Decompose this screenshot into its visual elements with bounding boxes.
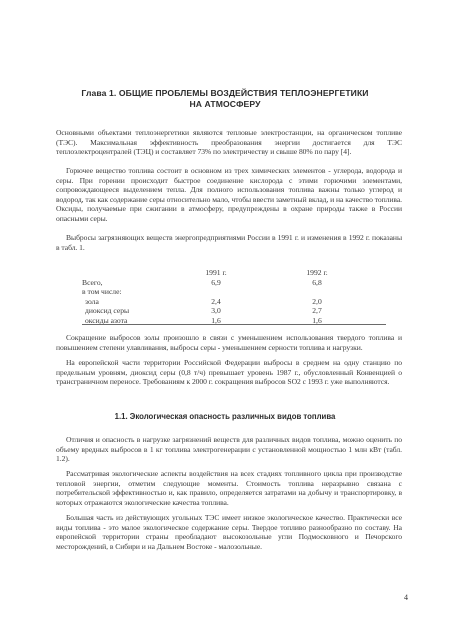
paragraph-1: Основными объектами теплоэнергетики являются тепловые электростанции, на органическом топливе (ТЭС). Максимальная эффективность преобразования энергии достигается для ТЭС теплоэлектроцентралей (ТЭЦ) и составляет 73% по электричеству и свыше 80% по пару [4]. bbox=[56, 128, 402, 157]
table-value-1991: 3,0 bbox=[211, 306, 221, 316]
section-paragraph-2: Рассматривая экологические аспекты воздействия на всех стадиях топливного цикла при производстве тепловой энергии, отметим следующие моменты. Стоимость топлива неразрывно связана с потребительской эффективностью и, как правило, определяется затратами на добычу и транспортировку, в которых отражаются экологические качества топлива. bbox=[56, 469, 402, 507]
chapter-title-line2: НА АТМОСФЕРУ bbox=[189, 99, 261, 109]
table-row bbox=[56, 287, 402, 297]
table-year-1991: 1991 г. bbox=[205, 268, 227, 277]
table-row bbox=[56, 297, 402, 307]
chapter-title bbox=[0, 88, 450, 110]
table-row-label: Всего, bbox=[82, 277, 103, 287]
paragraph-3: Выбросы загрязняющих веществ энергопредприятиями России в 1991 г. и изменения в 1992 г. показаны в табл. 1. bbox=[56, 233, 402, 252]
table-row-label: диоксид серы bbox=[85, 306, 130, 316]
emissions-table bbox=[56, 268, 402, 326]
table-row-label: в том числе: bbox=[82, 287, 122, 297]
table-row bbox=[56, 306, 402, 316]
paragraph-after-table-2: На европейской части территории Российской Федерации выбросы в среднем на одну станцию по предельным уровням, диоксид серы (0,8 т/ч) превышает уровень 1987 г., обусловленный Конвенцией о трансграничном переносе. Требованиям к 2000 г. сокращения выбросов SO2 с 1993 г. уже выполняются. bbox=[56, 358, 402, 387]
table-row-label: оксиды азота bbox=[85, 315, 128, 325]
table-year-1992: 1992 г. bbox=[306, 268, 328, 277]
section-heading: 1.1. Экологическая опасность различных видов топлива bbox=[114, 412, 336, 421]
table-value-1992: 2,7 bbox=[312, 306, 322, 316]
table-value-1992: 1,6 bbox=[312, 315, 322, 325]
table-header-row bbox=[56, 268, 402, 278]
table-value-1991: 2,4 bbox=[211, 296, 221, 306]
paragraph-after-table-1: Сокращение выбросов золы произошло в связи с уменьшением использования твердого топлива и повышением степени улавливания, выбросы серы - уменьшением серности топлива и нагрузки. bbox=[56, 333, 402, 352]
section-paragraph-3: Большая часть из действующих угольных ТЭС имеет низкое экологическое качество. Практически все виды топлива - это малое экологическое содержание серы. Твердое топливо разнообразно по составу. На европейской территории страны преобладают высокозольные угли Подмосковного и Печорского месторождений, в Сибири и на Дальнем Востоке - малозольные. bbox=[56, 513, 402, 551]
table-value-1991: 1,6 bbox=[211, 315, 221, 325]
table-value-1992: 2,0 bbox=[312, 296, 322, 306]
chapter-title-line1: Глава 1. ОБЩИЕ ПРОБЛЕМЫ ВОЗДЕЙСТВИЯ ТЕПЛОЭНЕРГЕТИКИ bbox=[81, 88, 369, 98]
table-value-1992: 6,8 bbox=[312, 277, 322, 287]
page-number: 4 bbox=[404, 593, 408, 602]
table-row bbox=[56, 278, 402, 288]
table-bottom-rule bbox=[82, 324, 386, 325]
table-value-1991: 6,9 bbox=[211, 277, 221, 287]
section-paragraph-1: Отличия и опасность в нагрузке загрязнений веществ для различных видов топлива, можно оценить по объему вредных выбросов в 1 кг топлива электрогенерации с установленной мощностью 1 млн кВт (табл. 1.2). bbox=[56, 435, 402, 464]
table-row-label: зола bbox=[85, 296, 99, 306]
paragraph-2: Горючее вещество топлива состоит в основном из трех химических элементов - углерода, водорода и серы. При горении происходит быстрое соединение кислорода с этими горючими элементами, сопровождающееся выделением тепла. Для полного использования топлива важны только углерод и водород, так как содержание серы относительно мало, чтобы ввести заметный вклад, и на качество топлива. Оксиды, получаемые при сжигании в атмосферу, предупреждены в охране природы также в России опасными серы. bbox=[56, 166, 403, 223]
